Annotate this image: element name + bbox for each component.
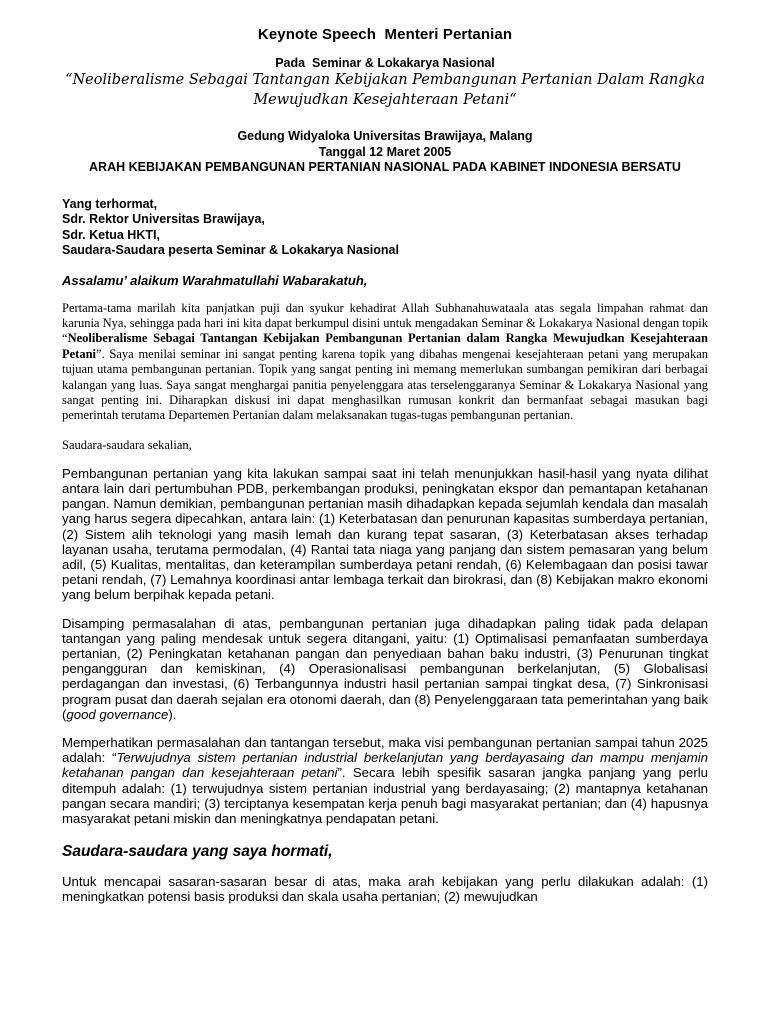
salutation-line: Yang terhormat,	[62, 196, 158, 211]
page-title: Keynote Speech Menteri Pertanian	[257, 26, 513, 43]
section-heading: Saudara-saudara yang saya hormati,	[62, 843, 333, 861]
salutation-line: Sdr. Rektor Universitas Brawijaya,	[62, 212, 265, 226]
paragraph-opening	[62, 301, 708, 424]
date-line: Tanggal 12 Maret 2005	[318, 144, 452, 159]
paragraph-problems: Pembangunan pertanian yang kita lakukan sampai saat ini telah menunjukkan hasil-hasil yang nyata dilihat antara lain dari pertumbuhan PDB, perkembangan produksi, peningkatan ekspor dan pemantapan ketahanan pangan. Namun demikian, pembangunan pertanian masih dihadapkan kepada sejumlah kendala dan masalah yang harus segera dipecahkan, antara lain: (1) Keterbatasan dan penurunan kapasitas sumberdaya pertanian, (2) Sistem alih teknologi yang masih lemah dan kurang tepat sasaran, (3) Keterbatasan akses terhadap layanan usaha, terutama permodalan, (4) Rantai tata niaga yang panjang dan sistem pemasaran yang belum adil, (5) Kualitas, mentalitas, dan keterampilan sumberdaya petani rendah, (6) Kelembagaan dan posisi tawar petani rendah, (7) Lemahnya koordinasi antar lembaga terkait dan birokrasi, dan (8) Kebijakan makro ekonomi yang belum berpihak kepada petani.	[62, 465, 708, 603]
salutation-line: Sdr. Ketua HKTI,	[62, 227, 160, 242]
salutation-block	[62, 197, 708, 259]
venue-line: Gedung Widyaloka Universitas Brawijaya, Malang	[237, 129, 533, 143]
paragraph-text: ”. Secara lebih spesifik sasaran jangka panjang yang perlu ditempuh adalah: (1) terwujudnya sistem pertanian industrial yang berdayasaing; (2) mantapnya ketahanan pangan secara mandiri; (3) terciptanya kesempatan kerja penuh bagi masyarakat pertanian; dan (4) hapusnya masyarakat petani miskin dan meningkatnya pendapatan petani.	[62, 765, 708, 827]
topic-line: ARAH KEBIJAKAN PEMBANGUNAN PERTANIAN NASIONAL PADA KABINET INDONESIA BERSATU	[89, 160, 681, 174]
paragraph-text: Memperhatikan permasalahan dan tantangan tersebut, maka visi pembangunan pertanian sampai tahun 2025 adalah: “	[62, 735, 708, 766]
opening-greeting: Assalamu’ alaikum Warahmatullahi Wabarakatuh,	[62, 272, 368, 288]
venue-block	[62, 129, 708, 176]
seminar-theme: “Neoliberalisme Sebagai Tantangan Kebijakan Pembangunan Pertanian Dalam Rangka Mewujudkan Kesejahteraan Petani“	[65, 72, 705, 108]
seminar-subtitle: Pada Seminar & Lokakarya Nasional	[275, 56, 495, 70]
italic-term: good governance	[66, 706, 169, 722]
paragraph-policy: Untuk mencapai sasaran-sasaran besar di atas, maka arah kebijakan yang perlu dilakukan adalah: (1) meningkatkan potensi basis produksi dan skala usaha pertanian; (2) mewujudkan	[62, 874, 708, 905]
paragraph-text: Disamping permasalahan di atas, pembangunan pertanian juga dihadapkan paling tidak pada delapan tantangan yang paling mendesak untuk segera ditangani, yaitu: (1) Optimalisasi pemanfaatan sumberdaya pertanian, (2) Peningkatan ketahanan pangan dan penyediaan bahan baku industri, (3) Penurunan tingkat pengangguran dan kemiskinan, (4) Operasionalisasi pembangunan berkelanjutan, (5) Globalisasi perdagangan dan investasi, (6) Terbangunnya industri hasil pertanian sampai tingkat desa, (7) Sinkronisasi program pusat dan daerah sejalan era otonomi daerah, dan (8) Penyelenggaraan tata pemerintahan yang baik (	[62, 615, 708, 722]
italic-vision: Terwujudnya sistem pertanian industrial berkelanjutan yang berdayasaing dan mampu menjamin ketahanan pangan dan kesejahteraan petani	[62, 750, 708, 781]
paragraph-text: ).	[168, 706, 177, 722]
salutation-line: Saudara-Saudara peserta Seminar & Lokakarya Nasional	[62, 243, 399, 257]
paragraph-text: Pertama-tama marilah kita panjatkan puji dan syukur kehadirat Allah Subhanahuwataala atas segala limpahan rahmat dan karunia Nya, sehingga pada hari ini kita dapat berkumpul disini untuk mengadakan Seminar & Lokakarya Nasional dengan topik “	[62, 300, 708, 346]
paragraph-vision	[62, 735, 708, 826]
address-line: Saudara-saudara sekalian,	[62, 437, 192, 452]
bold-topic: Neoliberalisme Sebagai Tantangan Kebijakan Pembangunan Pertanian dalam Rangka Mewujudkan Kesejahteraan Petani	[62, 331, 708, 361]
paragraph-challenges	[62, 616, 708, 722]
paragraph-text: ”. Saya menilai seminar ini sangat penting karena topik yang dibahas mengenai kesejahteraan petani yang merupakan tujuan utama pembangunan pertanian. Topik yang sangat penting ini memang memerlukan sumbangan pemikiran dari berbagai kalangan yang luas. Saya sangat menghargai panitia penyelenggara atas terselenggaranya Seminar & Lokakarya Nasional yang sangat penting ini. Diharapkan diskusi ini dapat menghasilkan rumusan konkrit dan bermanfaat sebagai masukan bagi pemerintah terutama Departemen Pertanian dalam melaksanakan tugas-tugas pembangunan pertanian.	[62, 346, 708, 423]
